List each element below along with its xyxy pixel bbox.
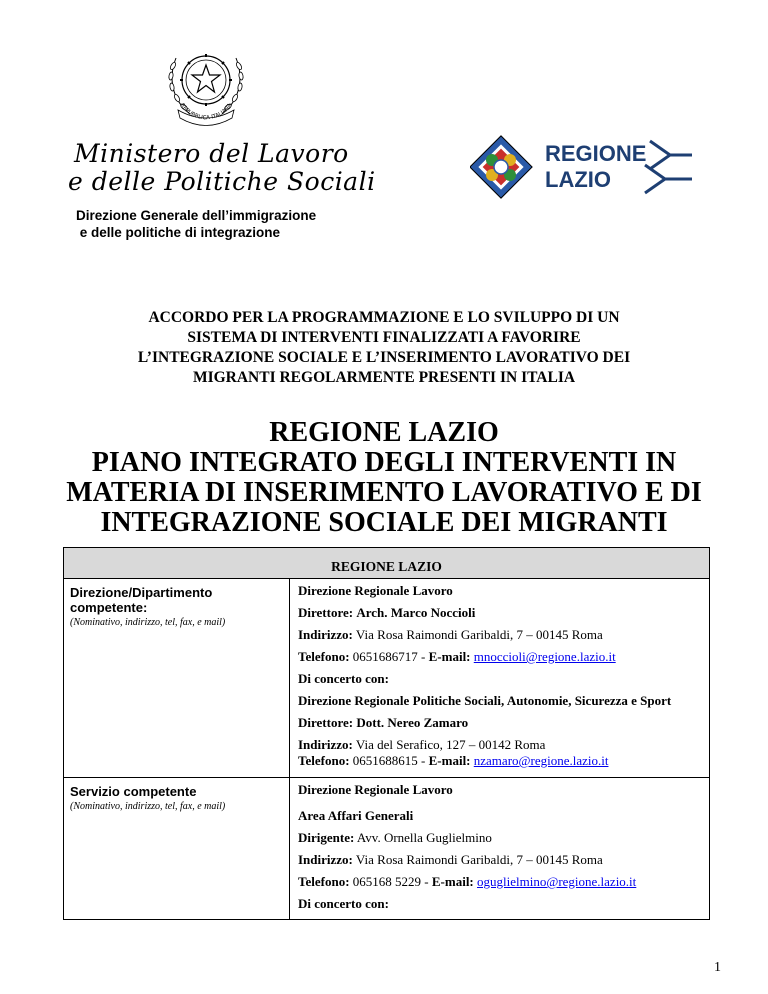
accordo-line: ACCORDO PER LA PROGRAMMAZIONE E LO SVILUPPO DI UN: [148, 309, 620, 326]
table-row: [64, 579, 710, 778]
concerto-label: Di concerto con:: [298, 671, 389, 686]
table-row: [64, 778, 710, 920]
ministry-line-1: Ministero del Lavoro: [74, 139, 349, 168]
page-number: 1: [714, 960, 721, 975]
telefono-value: 0651686717 -: [352, 649, 426, 664]
accordo-line: MIGRANTI REGOLARMENTE PRESENTI IN ITALIA: [192, 369, 576, 386]
telefono2-value: 0651688615 -: [352, 753, 426, 768]
indirizzo-value: Via Rosa Raimondi Garibaldi, 7 – 00145 Roma: [355, 852, 603, 867]
row-content-cell: [290, 778, 710, 920]
direttore-label: Direttore:: [298, 605, 354, 620]
italian-republic-emblem-icon: [160, 38, 252, 130]
piano-title-line: PIANO INTEGRATO DEGLI INTERVENTI IN: [91, 447, 677, 478]
email-link[interactable]: mnoccioli@regione.lazio.it: [473, 649, 616, 664]
direzione-generale-line-1: Direzione Generale dell’immigrazione: [76, 208, 317, 223]
piano-title-line: INTEGRAZIONE SOCIALE DEI MIGRANTI: [100, 507, 668, 538]
telefono2-label: Telefono:: [298, 753, 350, 768]
email-label: E-mail:: [431, 874, 474, 889]
ministry-name: [68, 139, 376, 196]
email-link[interactable]: oguglielmino@regione.lazio.it: [477, 874, 637, 889]
accordo-line: SISTEMA DI INTERVENTI FINALIZZATI A FAVORIRE: [187, 329, 581, 346]
indirizzo-label: Indirizzo:: [298, 852, 353, 867]
direzione-generale: [76, 207, 316, 241]
svg-text:REPUBBLICA ITALIANA: REPUBBLICA ITALIANA: [178, 102, 234, 122]
row-label-cell: [64, 579, 290, 778]
ministry-line-2: e delle Politiche Sociali: [68, 167, 376, 196]
telefono-label: Telefono:: [298, 649, 350, 664]
info-table: [63, 547, 710, 920]
telefono-label: Telefono:: [298, 874, 350, 889]
row-label: Direzione/Dipartimento competente:: [70, 585, 213, 615]
direzione-name: Direzione Regionale Lavoro: [298, 782, 453, 797]
direttore2-label: Direttore:: [298, 715, 354, 730]
regione-lazio-logo-icon: [470, 135, 695, 199]
row-content-cell: [290, 579, 710, 778]
direttore2-value: Dott. Nereo Zamaro: [356, 715, 469, 730]
direzione-generale-line-2: e delle politiche di integrazione: [76, 225, 281, 240]
table-header: REGIONE LAZIO: [64, 548, 710, 579]
row-note: (Nominativo, indirizzo, tel, fax, e mail): [70, 801, 226, 812]
piano-title-line: MATERIA DI INSERIMENTO LAVORATIVO E DI: [66, 477, 702, 508]
concerto-label: Di concerto con:: [298, 896, 389, 911]
indirizzo-label: Indirizzo:: [298, 627, 353, 642]
row-label: Servizio competente: [70, 784, 197, 799]
row-note: (Nominativo, indirizzo, tel, fax, e mail): [70, 617, 226, 628]
svg-text:LAZIO: LAZIO: [545, 167, 611, 192]
accordo-title: [40, 308, 728, 388]
dirigente-label: Dirigente:: [298, 830, 355, 845]
indirizzo2-label: Indirizzo:: [298, 737, 353, 752]
accordo-line: L’INTEGRAZIONE SOCIALE E L’INSERIMENTO LAVORATIVO DEI: [137, 349, 631, 366]
direttore-value: Arch. Marco Noccioli: [356, 605, 476, 620]
dirigente-value: Avv. Ornella Guglielmino: [356, 830, 492, 845]
piano-title-line: REGIONE LAZIO: [269, 417, 499, 448]
email2-label: E-mail:: [428, 753, 471, 768]
telefono-value: 065168 5229 -: [352, 874, 429, 889]
indirizzo-value: Via Rosa Raimondi Garibaldi, 7 – 00145 Roma: [355, 627, 603, 642]
area-name: Area Affari Generali: [298, 808, 414, 823]
email2-link[interactable]: nzamaro@regione.lazio.it: [473, 753, 609, 768]
svg-text:REGIONE: REGIONE: [545, 141, 647, 166]
row-label-cell: [64, 778, 290, 920]
direzione-name: Direzione Regionale Lavoro: [298, 583, 453, 598]
piano-title: [20, 418, 748, 538]
direzione2-name: Direzione Regionale Politiche Sociali, Autonomie, Sicurezza e Sport: [298, 693, 672, 708]
email-label: E-mail:: [428, 649, 471, 664]
indirizzo2-value: Via del Serafico, 127 – 00142 Roma: [355, 737, 546, 752]
